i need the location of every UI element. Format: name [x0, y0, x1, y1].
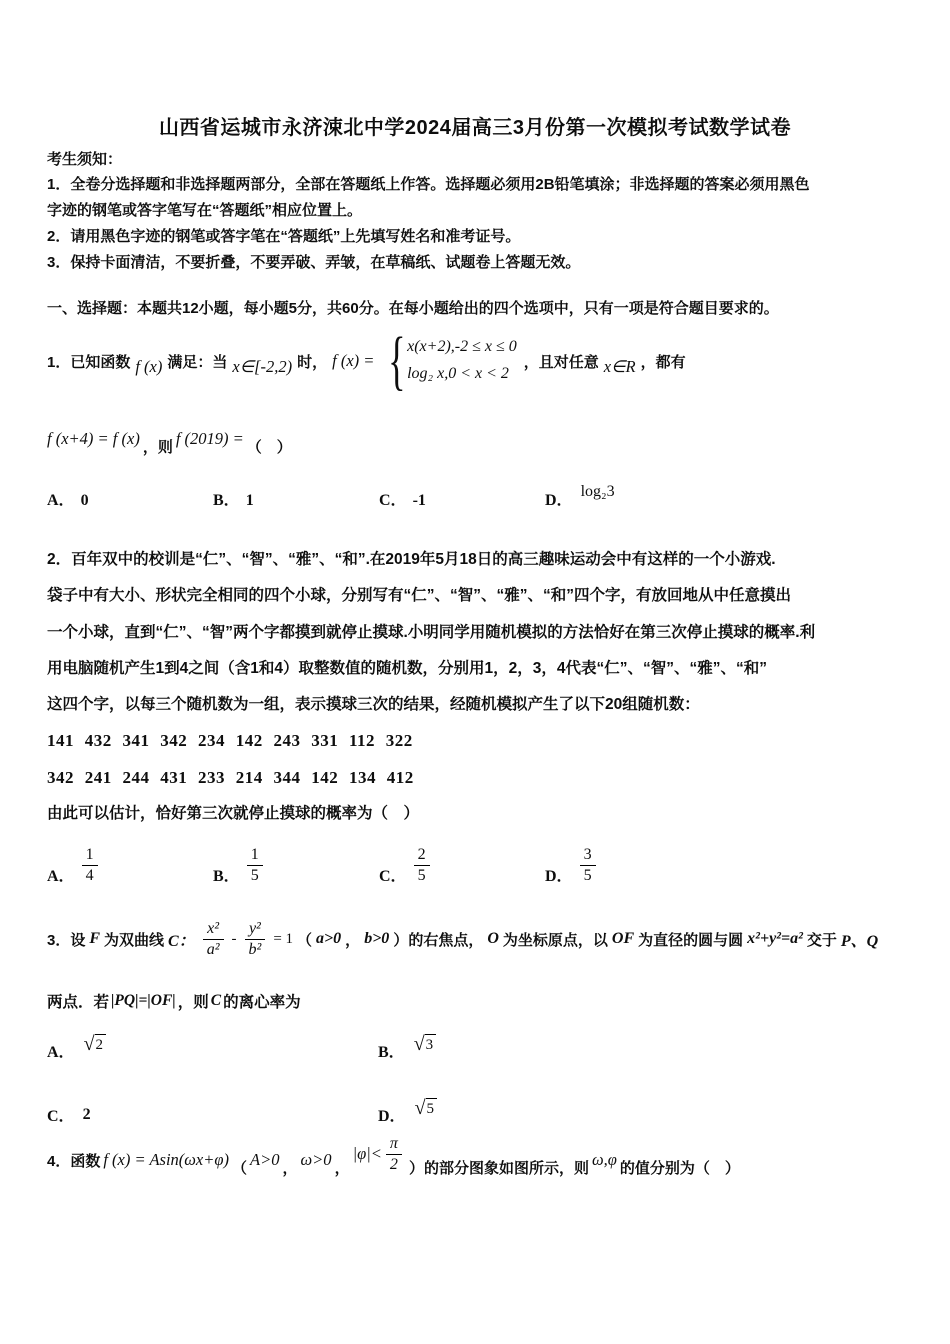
fraction-denominator: a²	[203, 939, 224, 960]
q1-stem-text: 1．已知函数	[47, 353, 131, 371]
q3-option-c	[47, 1103, 378, 1126]
option-value: -1	[412, 492, 426, 509]
q1-stem-text: ，都有	[640, 353, 686, 371]
fraction-denominator: 5	[580, 865, 596, 886]
q2-text-line: 用电脑随机产生1到4之间（含1和4）取整数值的随机数，分别用1，2，3，4代表“仁”、“智”、“雅”、“和”	[47, 659, 767, 677]
q4-stem-text: （	[232, 1159, 248, 1177]
fraction-numerator: y²	[248, 919, 261, 937]
notice-section	[47, 172, 909, 276]
q3-stem-text: ，	[345, 931, 361, 949]
q3-abs-eq: |PQ|=|OF|	[111, 992, 176, 1009]
option-value: 0	[80, 492, 89, 509]
option-label: C．	[47, 1108, 75, 1125]
radicand: 5	[426, 1098, 438, 1119]
option-label: D．	[545, 492, 573, 509]
piecewise-top-row: x(x+2),-2 ≤ x ≤ 0	[407, 338, 517, 356]
option-label: B．	[213, 492, 240, 509]
option-label: B．	[378, 1044, 405, 1061]
q3-C-var: C	[210, 992, 222, 1009]
minus-sign: -	[231, 930, 237, 947]
q1-stem-text: ，且对任意	[523, 353, 599, 371]
q3-stem-text: 两点．若	[47, 994, 110, 1011]
q3-stem-text: 3．设	[47, 931, 86, 949]
q1-stem-text: ，则	[142, 438, 173, 456]
option-label: B．	[213, 867, 240, 885]
q1-option-c	[379, 487, 545, 510]
q3-stem-text: 为双曲线	[104, 931, 165, 949]
q2-option-d	[545, 845, 711, 886]
q2-question-line: 由此可以估计，恰好第三次就停止摸球的概率为（ ）	[47, 805, 420, 823]
q3-b-condition: b>0	[364, 930, 390, 947]
q1-option-d	[545, 483, 711, 510]
sqrt-expression	[84, 1034, 106, 1055]
q2-text-line: 2．百年双中的校训是“仁”、“智”、“雅”、“和”.在2019年5月18日的高三趣味运动会中有这样的一个小游戏.	[47, 551, 776, 568]
q3-stem-text: ）的右焦点，	[393, 931, 484, 949]
option-value: log₂3	[580, 483, 615, 500]
q1-stem-text: 满足：当	[167, 353, 228, 371]
notice-line: 1．全卷分选择题和非选择题两部分，全部在答题纸上作答。选择题必须用2B铅笔填涂；非选择题的答案必须用黑色	[47, 176, 810, 193]
option-label: A．	[47, 867, 75, 885]
q3-OF-var: OF	[611, 930, 635, 947]
question-4-line-1	[47, 1124, 947, 1196]
radicand: 2	[95, 1034, 107, 1055]
option-label: D．	[545, 867, 573, 885]
q1-periodic-expr: f (x+4) = f (x)	[47, 429, 140, 448]
q1-xr-expr: x∈R	[603, 357, 636, 376]
fraction-denominator: 5	[247, 865, 263, 886]
q1-f2019-expr: f (2019) =	[175, 429, 244, 448]
fraction-numerator: 3	[583, 846, 592, 863]
q3-O-var: O	[487, 930, 499, 947]
fraction-pi-2	[386, 1134, 402, 1175]
q3-stem-text: ，则	[177, 994, 209, 1011]
q3-stem-text: 为坐标原点，以	[502, 931, 608, 949]
q3-PQ-vars: P、Q	[840, 932, 879, 950]
radical-sign: √	[414, 1096, 426, 1119]
sqrt-expression	[414, 1034, 436, 1055]
fraction	[247, 845, 263, 886]
fraction-denominator: b²	[245, 939, 266, 960]
question-3-line-2	[47, 986, 301, 1016]
q3-option-d	[378, 1096, 709, 1126]
piecewise-bottom-row: log₂ x,0 < x < 2	[407, 365, 509, 383]
fraction-denominator: 4	[82, 865, 98, 886]
q3-stem-text: 为直径的圆与圆	[638, 931, 744, 949]
fraction-numerator: π	[389, 1134, 398, 1152]
q1-fx-expr: f (x)	[135, 357, 163, 376]
question-2	[47, 542, 915, 832]
q3-stem-text: 的离心率为	[223, 994, 301, 1011]
piecewise-rows	[407, 338, 517, 383]
fraction	[580, 845, 596, 886]
q3-option-a	[47, 1032, 378, 1062]
notice-line: 2．请用黑色字迹的钢笔或答字笔在“答题纸”上先填写姓名和准考证号。	[47, 228, 521, 245]
q2-option-a	[47, 845, 213, 886]
fraction-denominator: 5	[414, 865, 430, 886]
fraction-y2-b2	[245, 919, 266, 960]
q2-text-line: 袋子中有大小、形状完全相同的四个小球，分别写有“仁”、“智”、“雅”、“和”四个字，有放回地从中任意摸出	[47, 587, 792, 605]
q4-stem-text: ，	[334, 1159, 350, 1177]
q2-text-line: 一个小球，直到“仁”、“智”两个字都摸到就停止摸球.小明同学用随机模拟的方法恰好在第三次停止摸球的概率.利	[47, 623, 816, 641]
question-3-options-row-1	[47, 1014, 709, 1062]
q3-F-var: F	[89, 930, 101, 947]
fraction-numerator: 1	[85, 846, 94, 863]
question-2-options	[47, 826, 711, 886]
q4-A-condition: A>0	[250, 1150, 280, 1169]
notice-heading: 考生须知：	[47, 151, 123, 168]
question-1-options	[47, 483, 711, 529]
page-title: 山西省运城市永济涑北中学2024届高三3月份第一次模拟考试数学试卷	[158, 117, 792, 139]
q4-omega-condition: ω>0	[300, 1150, 332, 1169]
q2-text-line: 这四个字，以每三个随机数为一组，表示摸球三次的结果，经随机模拟产生了以下20组随机数：	[47, 696, 700, 714]
radicand: 3	[425, 1034, 437, 1055]
q2-random-numbers-row-1: 141 432 341 342 234 142 243 331 112 322	[47, 731, 413, 751]
q3-stem-text: （	[297, 931, 313, 949]
q1-answer-blank: （ ）	[246, 438, 292, 456]
question-3-options-row-2	[47, 1078, 709, 1126]
q4-stem-text: 4．函数	[47, 1152, 101, 1170]
fraction-numerator: 2	[417, 846, 426, 863]
notice-line: 3．保持卡面清洁，不要折叠，不要弄破、弄皱，在草稿纸、试题卷上答题无效。	[47, 254, 581, 271]
question-1-line-2	[47, 417, 292, 461]
option-label: C．	[379, 492, 407, 509]
q1-stem-text: 时，	[297, 353, 328, 371]
option-label: C．	[379, 867, 407, 885]
fraction-x2-a2	[203, 919, 224, 960]
left-brace: {	[388, 324, 406, 398]
fraction-numerator: 1	[250, 846, 259, 863]
q1-option-a	[47, 487, 213, 510]
fraction	[414, 845, 430, 886]
q1-fx-equals-expr: f (x) =	[332, 351, 375, 370]
option-label: D．	[378, 1108, 406, 1125]
q4-phi-condition	[353, 1134, 406, 1175]
q3-a-condition: a>0	[316, 930, 342, 947]
notice-line: 字迹的钢笔或答字笔写在“答题纸”相应位置上。	[47, 202, 363, 219]
option-value: 2	[82, 1106, 91, 1124]
q4-omega-phi-vars: ω,φ	[591, 1150, 617, 1169]
radical-sign: √	[413, 1032, 425, 1055]
q3-stem-text: 交于	[806, 931, 837, 949]
q2-random-numbers-row-2: 342 241 244 431 233 214 344 142 134 412	[47, 767, 414, 787]
question-3-line-1	[47, 898, 927, 980]
q1-domain-expr: x∈[-2,2)	[232, 357, 293, 376]
question-1-line-1	[47, 321, 927, 401]
q4-function-expr: f (x) = Asin(ωx+φ)	[103, 1150, 230, 1169]
q2-option-b	[213, 845, 379, 886]
fraction-denominator: 2	[386, 1154, 402, 1175]
option-label: A．	[47, 492, 75, 509]
q4-abs-phi: |φ|<	[352, 1144, 382, 1163]
q4-stem-text: ，	[282, 1159, 298, 1177]
q3-C-var: C：	[168, 932, 195, 950]
q3-option-b	[378, 1032, 709, 1062]
option-label: A．	[47, 1044, 75, 1061]
q4-stem-text: 的值分别为（ ）	[619, 1159, 740, 1177]
section-1-heading: 一、选择题：本题共12小题，每小题5分，共60分。在每小题给出的四个选项中，只有一项是符合题目要求的。	[47, 300, 779, 317]
fraction	[82, 845, 98, 886]
q1-option-b	[213, 487, 379, 510]
radical-sign: √	[83, 1032, 95, 1055]
q2-option-c	[379, 845, 545, 886]
equals-one: = 1	[273, 930, 294, 947]
q4-stem-text: ）的部分图象如图所示，则	[408, 1159, 589, 1177]
q3-circle-eq: x²+y²=a²	[747, 930, 803, 947]
fraction-numerator: x²	[207, 919, 220, 937]
sqrt-expression	[415, 1098, 437, 1119]
piecewise-function	[381, 324, 517, 398]
option-value: 1	[245, 492, 254, 509]
